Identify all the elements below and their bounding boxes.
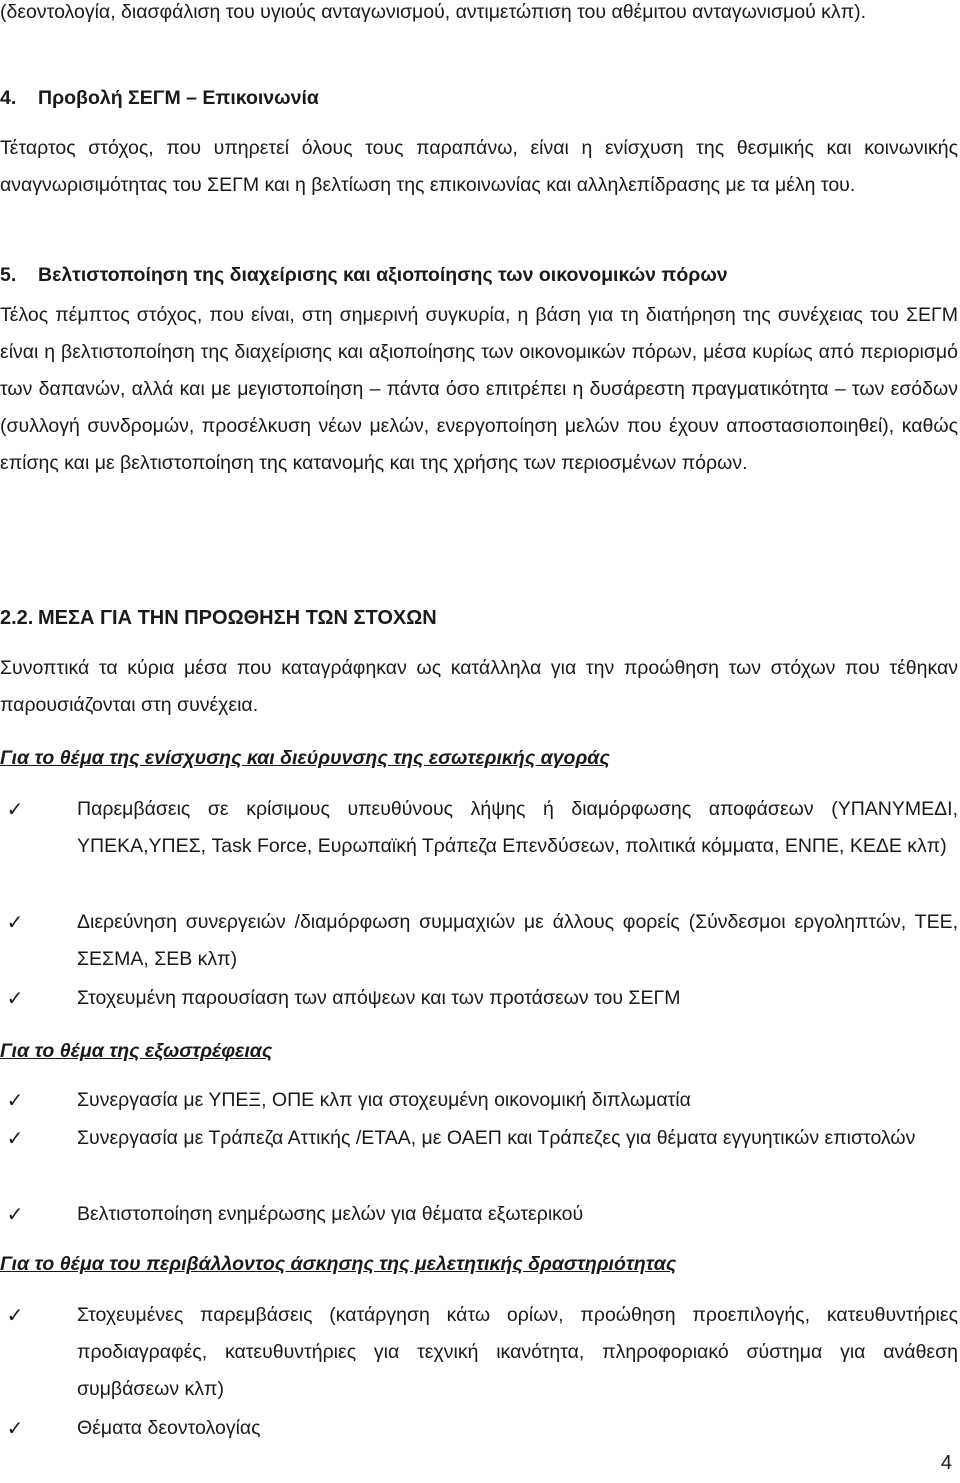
goal-4-heading [0,80,319,116]
list-item-text: Διερεύνηση συνεργειών /διαμόρφωση συμμαχιών με άλλους φορείς (Σύνδεσμοι εργοληπτών, ΤΕΕ, ΣΕΣΜΑ, ΣΕΒ κλπ) [77,911,958,970]
section-heading [0,600,437,636]
goal-5-heading [0,257,728,293]
goal-4-text: Τέταρτος στόχος, που υπηρετεί όλους τους παραπάνω, είναι η ενίσχυση της θεσμικής και κοινωνικής αναγνωρισιμότητας του ΣΕΓΜ και η βελτίωση της επικοινωνίας και αλληλεπίδρασης με τα μέλη του. [0,137,958,196]
list-item-text: Στοχευμένη παρουσίαση των απόψεων και των προτάσεων του ΣΕΓΜ [77,987,681,1009]
checkmark-icon: ✓ [6,1202,24,1226]
list-item [0,1410,958,1447]
list-item [0,980,958,1017]
list-item-text: Παρεμβάσεις σε κρίσιμους υπευθύνους λήψης ή διαμόρφωσης αποφάσεων (ΥΠΑΝΥΜΕΔΙ, ΥΠΕΚΑ,ΥΠΕΣ, Task Force, Ευρωπαϊκή Τράπεζα Επενδύσεων, πολιτικά κόμματα, ΕΝΠΕ, ΚΕΔΕ κλπ) [77,798,958,857]
checkmark-icon: ✓ [6,1303,24,1327]
checkmark-icon: ✓ [6,910,24,934]
list-item-text: Συνεργασία με Τράπεζα Αττικής /ΕΤΑΑ, με ΟΑΕΠ και Τράπεζες για θέματα εγγυητικών επιστολών [77,1127,916,1149]
list-item-text: Συνεργασία με ΥΠΕΞ, ΟΠΕ κλπ για στοχευμένη οικονομική διπλωματία [77,1089,691,1111]
intro-continuation: (δεοντολογία, διασφάλιση του υγιούς ανταγωνισμού, αντιμετώπιση του αθέμιτου ανταγωνισμού κλπ). [0,1,867,23]
list-item-text: Στοχευμένες παρεμβάσεις (κατάργηση κάτω ορίων, προώθηση προεπιλογής, κατευθυντήριες προδιαγραφές, κατευθυντήριες για τεχνική ικανότητα, πληροφοριακό σύστημα για ανάθεση συμβάσεων κλπ) [77,1304,958,1400]
list-item [0,1120,958,1157]
section-number: 2.2. [0,607,34,629]
checkmark-icon: ✓ [6,1416,24,1440]
list-item-text: Βελτιστοποίηση ενημέρωσης μελών για θέματα εξωτερικού [77,1203,584,1225]
list-item [0,1082,958,1119]
section-intro: Συνοπτικά τα κύρια μέσα που καταγράφηκαν ως κατάλληλα για την προώθηση των στόχων που τέθηκαν παρουσιάζονται στη συνέχεια. [0,657,958,716]
list-item-text: Θέματα δεοντολογίας [77,1417,261,1439]
goal-5-text: Τέλος πέμπτος στόχος, που είναι, στη σημερινή συγκυρία, η βάση για τη διατήρηση της συνέχειας του ΣΕΓΜ είναι η βελτιστοποίηση της διαχείρισης και αξιοποίησης των οικονομικών πόρων, μέσα κυρίως από περιορισμό των δαπανών, αλλά και με μεγιστοποίηση – πάντα όσο επιτρέπει η δυσάρεστη πραγματικότητα – των εσόδων (συλλογή συνδρομών, προσέλκυση νέων μελών, ενεργοποίηση μελών που έχουν αποστασιοποιηθεί), καθώς επίσης και με βελτιστοποίηση της κατανομής και της χρήσης των περιοσμένων πόρων. [0,304,958,474]
goal-5-number: 5. [0,264,17,286]
checkmark-icon: ✓ [6,1126,24,1150]
page-number: 4 [940,1452,952,1474]
goal-4-title: Προβολή ΣΕΓΜ – Επικοινωνία [38,87,319,109]
goal-4-number: 4. [0,87,17,109]
list-item [0,791,958,865]
group-heading-extroversion: Για το θέμα της εξωστρέφειας [0,1040,273,1062]
list-item [0,1196,958,1233]
group-heading-internal-market: Για το θέμα της ενίσχυσης και διεύρυνσης της εσωτερικής αγοράς [0,747,610,769]
checkmark-icon: ✓ [6,986,24,1010]
section-title: ΜΕΣΑ ΓΙΑ ΤΗΝ ΠΡΟΩΘΗΣΗ ΤΩΝ ΣΤΟΧΩΝ [38,607,437,629]
checkmark-icon: ✓ [6,797,24,821]
checkmark-icon: ✓ [6,1088,24,1112]
list-item [0,1297,958,1408]
group-heading-study-environment: Για το θέμα του περιβάλλοντος άσκησης της μελετητικής δραστηριότητας [0,1253,677,1275]
goal-5-title: Βελτιστοποίηση της διαχείρισης και αξιοποίησης των οικονομικών πόρων [38,264,728,286]
list-item [0,904,958,978]
